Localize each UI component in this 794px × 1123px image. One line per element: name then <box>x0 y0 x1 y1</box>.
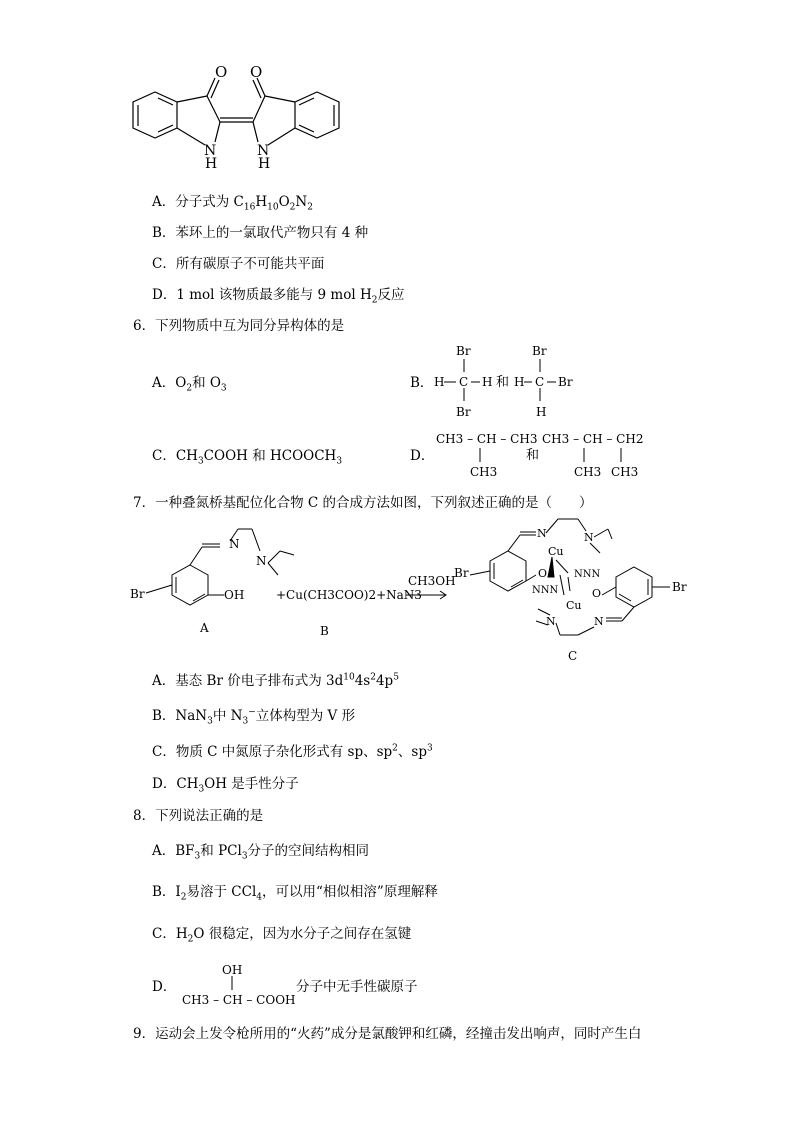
q6-option-a[interactable]: A．$O_2$和 $O_3$ <box>152 375 227 394</box>
q5-option-b[interactable]: B．苯环上的一氯取代产物只有 4 种 <box>152 225 369 241</box>
q5-option-d[interactable]: D．1 mol 该物质最多能与 9 mol $H_2$反应 <box>152 287 405 306</box>
svg-text:O: O <box>592 587 602 600</box>
svg-text:CH3 – CH – CH3: CH3 – CH – CH3 <box>436 432 538 446</box>
svg-text:C: C <box>568 649 578 663</box>
svg-text:A: A <box>200 621 209 635</box>
svg-text:N: N <box>546 615 556 628</box>
svg-text:Br: Br <box>672 580 687 594</box>
q8-stem: 8．下列说法正确的是 <box>133 808 264 824</box>
svg-text:H: H <box>434 375 445 389</box>
q5-option-c[interactable]: C．所有碳原子不可能共平面 <box>152 256 325 272</box>
svg-text:O: O <box>538 567 548 580</box>
svg-text:和: 和 <box>526 448 540 463</box>
q7-option-c[interactable]: C．物质 C 中氮原子杂化形式有 sp、$sp^2$、$sp^3$ <box>152 743 433 760</box>
q7-option-d[interactable]: D．$CH_3OH$ 是手性分子 <box>152 776 299 795</box>
q7-stem: 7．一种叠氮桥基配位化合物 C 的合成方法如图，下列叙述正确的是（ ） <box>133 495 593 511</box>
q6-option-d-structures <box>436 430 656 480</box>
q8-option-d-structure <box>178 960 308 1010</box>
q6-option-d-label[interactable]: D． <box>410 448 435 464</box>
q6-stem: 6．下列物质中互为同分异构体的是 <box>133 318 345 334</box>
svg-text:B: B <box>320 624 329 638</box>
svg-text:Cu: Cu <box>566 599 582 612</box>
svg-text:Br: Br <box>532 344 547 358</box>
q7-option-a[interactable]: A．基态 Br 价电子排布式为 $3d^{10}4s^24p^5$ <box>152 672 399 689</box>
q7-option-b[interactable]: B．NaN$_3$中 $N_3^-$立体构型为 V 形 <box>152 707 356 727</box>
svg-text:CH3 – CH – CH2: CH3 – CH – CH2 <box>542 432 644 446</box>
svg-text:H: H <box>536 405 547 419</box>
svg-text:Br: Br <box>456 405 471 419</box>
q6-option-c[interactable]: C．$CH_3COOH$ 和 $HCOOCH_3$ <box>152 448 343 467</box>
svg-text:H: H <box>514 375 525 389</box>
q8-option-d-text: 分子中无手性碳原子 <box>296 979 418 995</box>
q6-option-b-structures <box>430 342 610 422</box>
q9-stem: 9．运动会上发令枪所用的“火药”成分是氯酸钾和红磷，经撞击发出响声，同时产生白 <box>133 1026 642 1042</box>
q8-option-a[interactable]: A．$BF_3$和 PCl$_3$分子的空间结构相同 <box>152 843 370 862</box>
oxygen-label: O <box>215 63 228 81</box>
svg-text:N: N <box>584 531 594 544</box>
svg-text:OH: OH <box>224 588 245 602</box>
q8-option-c[interactable]: C．$H_2O$ 很稳定，因为水分子之间存在氢键 <box>152 926 412 945</box>
q7-reaction-scheme <box>128 515 698 665</box>
q6-option-b-label[interactable]: B． <box>410 375 434 391</box>
svg-text:N: N <box>256 554 267 568</box>
svg-text:CH3: CH3 <box>470 465 498 479</box>
svg-text:NNN: NNN <box>532 585 559 596</box>
svg-text:NNN: NNN <box>574 569 601 580</box>
hydrogen-label: H <box>258 156 271 172</box>
nitrogen-label: N <box>204 143 217 159</box>
q5-option-a[interactable]: A．分子式为 $C_{16}H_{10}O_2N_2$ <box>152 194 313 213</box>
svg-text:C: C <box>459 375 469 389</box>
q8-option-b[interactable]: B．$I_2$易溶于 CCl$_4$，可以用“相似相溶”原理解释 <box>152 884 438 903</box>
svg-text:Br: Br <box>454 566 469 580</box>
svg-text:CH3OH: CH3OH <box>408 574 456 588</box>
indigo-structure <box>125 60 365 170</box>
q8-option-d-label[interactable]: D． <box>152 979 177 995</box>
svg-text:+Cu(CH3COO)2+NaN3: +Cu(CH3COO)2+NaN3 <box>276 588 422 602</box>
svg-text:C: C <box>535 375 545 389</box>
svg-text:OH: OH <box>222 963 243 977</box>
svg-text:N: N <box>594 615 604 628</box>
hydrogen-label: H <box>205 156 218 172</box>
svg-text:H: H <box>482 375 493 389</box>
svg-text:Cu: Cu <box>548 545 564 558</box>
svg-text:CH3: CH3 <box>574 465 602 479</box>
svg-text:Br: Br <box>130 587 145 601</box>
svg-text:CH3 – CH – COOH: CH3 – CH – COOH <box>182 993 296 1007</box>
oxygen-label: O <box>250 63 263 81</box>
svg-text:和: 和 <box>496 375 510 390</box>
nitrogen-label: N <box>257 143 270 159</box>
svg-text:CH3: CH3 <box>611 465 639 479</box>
svg-text:Br: Br <box>558 375 573 389</box>
svg-text:N: N <box>537 527 547 540</box>
svg-text:N: N <box>229 537 240 551</box>
svg-text:Br: Br <box>456 344 471 358</box>
